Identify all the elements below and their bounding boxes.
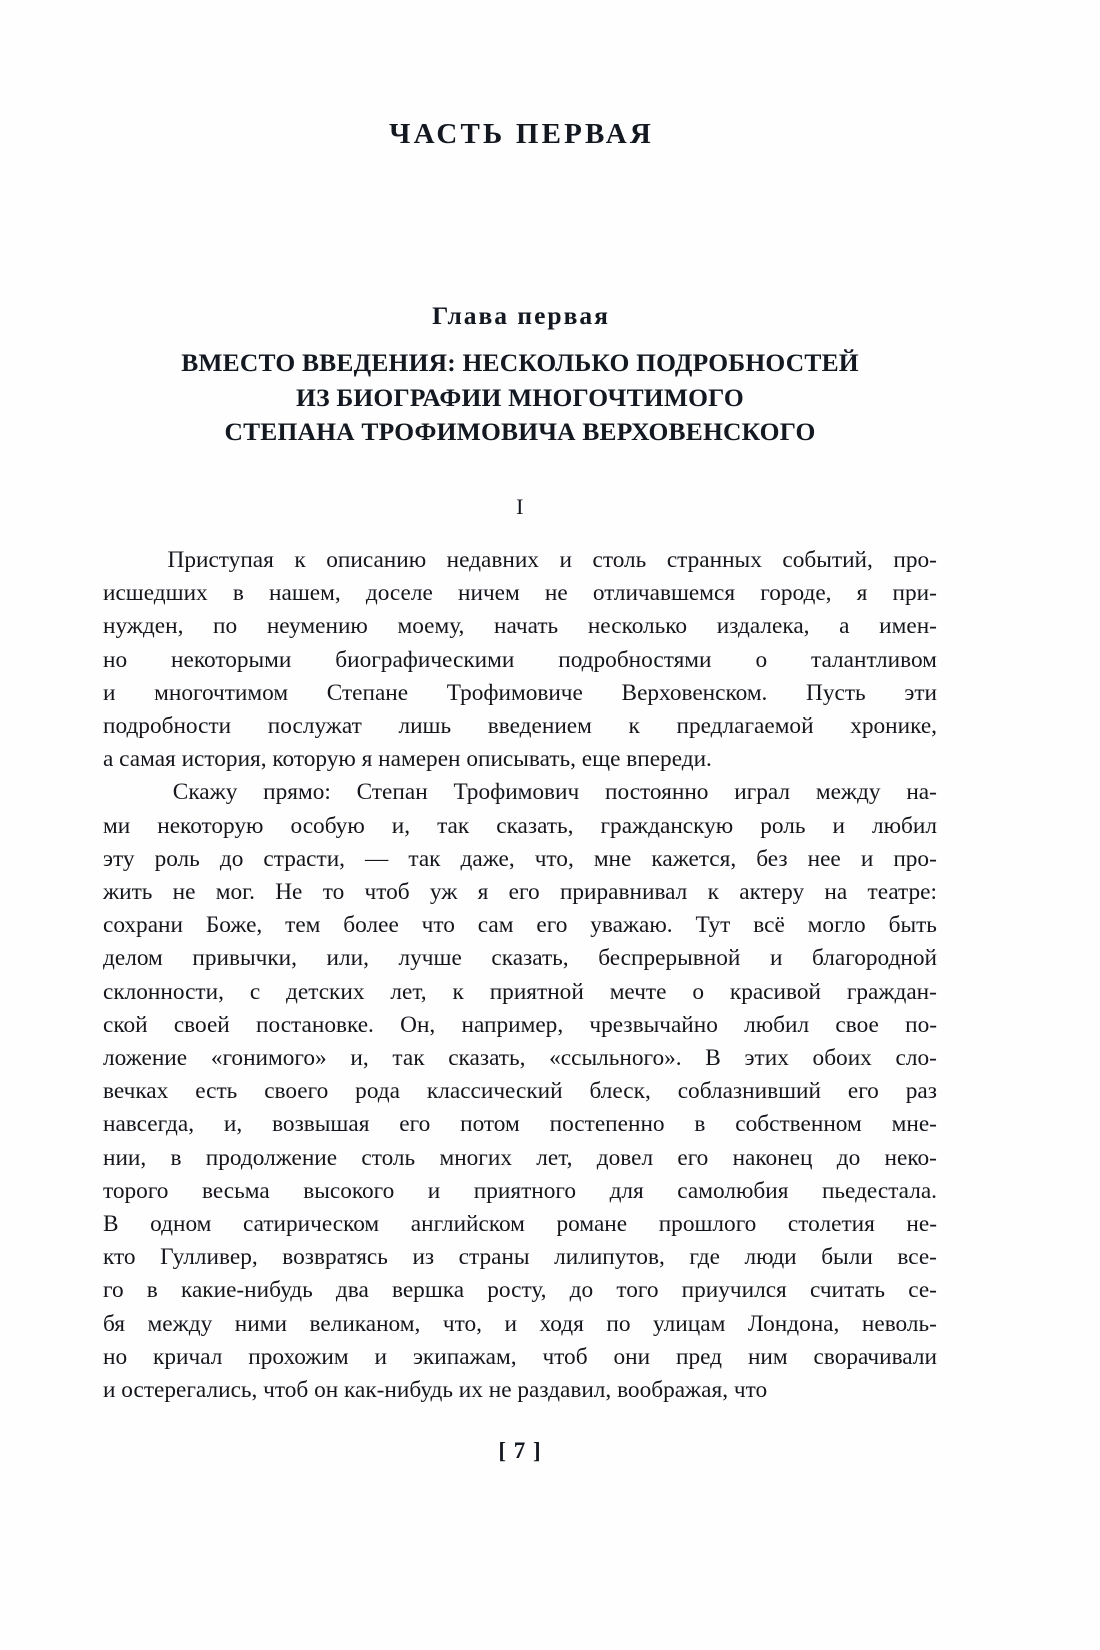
page-text-block	[103, 0, 937, 1650]
text-line: навсегда, и, возвышая его потом постепенно в собственном мне-	[103, 1111, 937, 1138]
text-line: делом привычки, или, лучше сказать, беспрерывной и благородной	[103, 945, 937, 972]
section-numeral: I	[516, 494, 524, 520]
text-line: бя между ними великаном, что, и ходя по улицам Лондона, неволь-	[103, 1310, 937, 1337]
chapter-title-line-1: ВМЕСТО ВВЕДЕНИЯ: НЕСКОЛЬКО ПОДРОБНОСТЕЙ	[181, 348, 859, 377]
body-text	[103, 544, 937, 1407]
text-line: подробности послужат лишь введением к предлагаемой хронике,	[103, 713, 937, 740]
text-line: жить не мог. Не то чтоб уж я его приравнивал к актеру на театре:	[103, 879, 937, 906]
paragraph-1	[103, 544, 937, 776]
text-line: а самая история, которую я намерен описывать, еще впереди.	[103, 746, 712, 773]
chapter-title-line-3: СТЕПАНА ТРОФИМОВИЧА ВЕРХОВЕНСКОГО	[224, 417, 816, 447]
page-number: [ 7 ]	[498, 1438, 542, 1463]
text-line: В одном сатирическом английском романе прошлого столетия не-	[103, 1211, 937, 1238]
text-line: нии, в продолжение столь многих лет, довел его наконец до неко-	[103, 1144, 937, 1171]
text-line: эту роль до страсти, — так даже, что, мне кажется, без нее и про-	[103, 845, 937, 872]
paragraph-2	[103, 776, 937, 1407]
chapter-label: Глава первая	[432, 301, 610, 330]
text-line: и остерегались, чтоб он как-нибудь их не раздавил, воображая, что	[103, 1377, 768, 1404]
text-line: ской своей постановке. Он, например, чрезвычайно любил свое по-	[103, 1011, 937, 1038]
chapter-heading	[103, 301, 937, 450]
text-line: нужден, по неумению моему, начать несколько издалека, а имен-	[103, 613, 937, 640]
text-line: кто Гулливер, возвратясь из страны лилипутов, где люди были все-	[103, 1244, 937, 1271]
text-line: торого весьма высокого и приятного для самолюбия пьедестала.	[103, 1177, 937, 1204]
chapter-title-line-2: ИЗ БИОГРАФИИ МНОГОЧТИМОГО	[296, 382, 744, 412]
text-line: склонности, с детских лет, к приятной мечте о красивой граждан-	[103, 978, 937, 1005]
text-line: ми некоторую особую и, так сказать, гражданскую роль и любил	[103, 812, 937, 839]
part-title: ЧАСТЬ ПЕРВАЯ	[389, 118, 655, 150]
text-line: ложение «гонимого» и, так сказать, «ссыльного». В этих обоих сло-	[103, 1045, 937, 1072]
text-line: вечках есть своего рода классический блеск, соблазнивший его раз	[103, 1078, 937, 1105]
text-line: и многочтимом Степане Трофимовиче Верховенском. Пусть эти	[103, 679, 937, 706]
text-line: сохрани Боже, тем более что сам его уважаю. Тут всё могло быть	[103, 912, 937, 939]
text-line: Приступая к описанию недавних и столь странных событий, про-	[167, 547, 937, 574]
text-line: Скажу прямо: Степан Трофимович постоянно играл между на-	[172, 779, 937, 806]
text-line: но кричал прохожим и экипажам, чтоб они пред ним сворачивали	[103, 1343, 937, 1370]
text-line: но некоторыми биографическими подробностями о талантливом	[103, 646, 937, 673]
text-line: исшедших в нашем, доселе ничем не отличавшемся городе, я при-	[103, 580, 937, 607]
text-line: го в какие-нибудь два вершка росту, до того приучился считать се-	[103, 1277, 937, 1304]
